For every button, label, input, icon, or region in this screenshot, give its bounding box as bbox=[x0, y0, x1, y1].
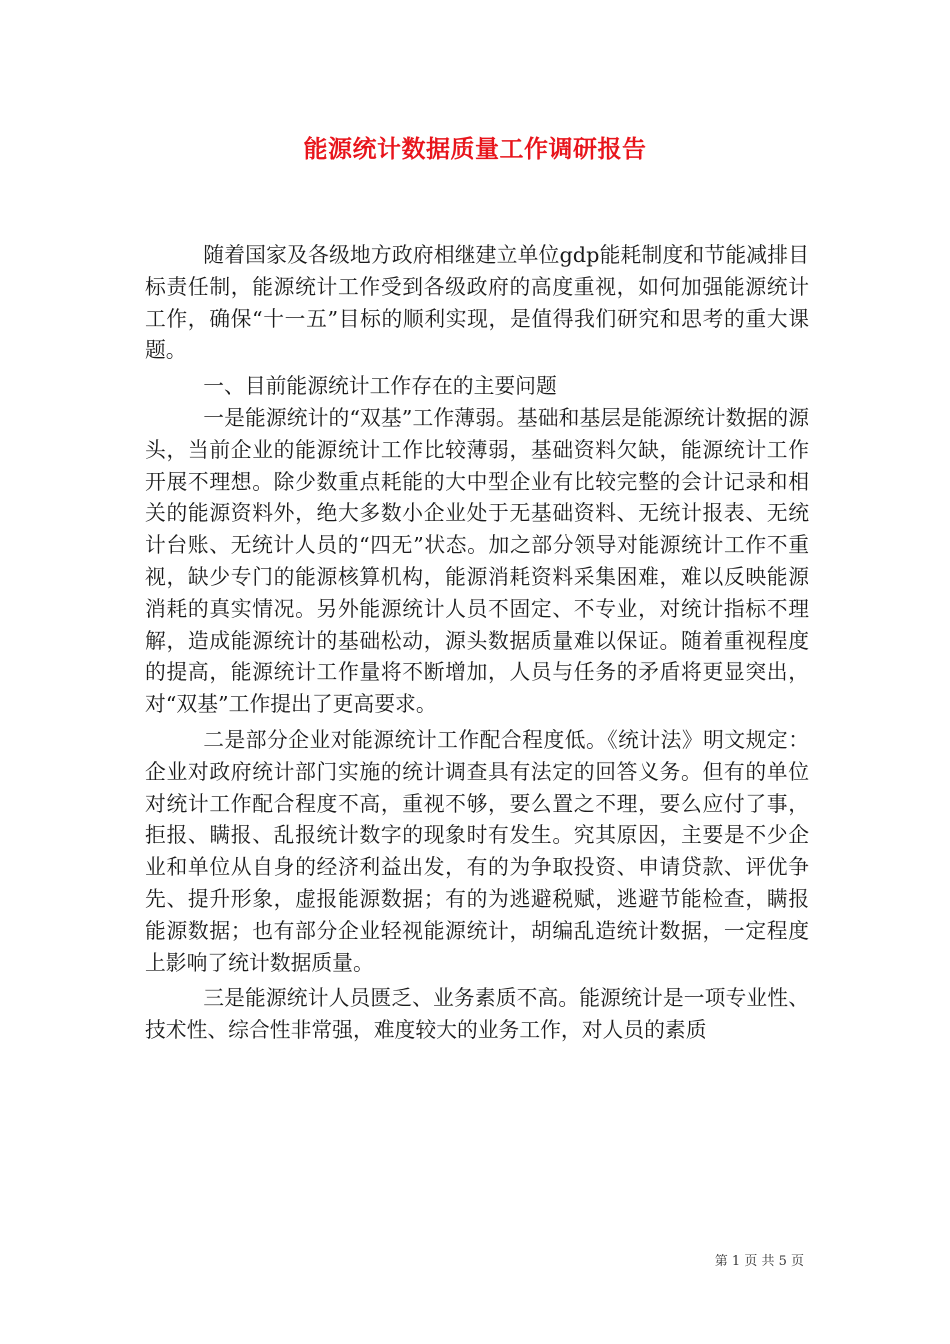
document-body bbox=[145, 240, 809, 1047]
section-heading-1: 一、目前能源统计工作存在的主要问题 bbox=[203, 374, 557, 399]
paragraph-issue-2: 二是部分企业对能源统计工作配合程度低。《统计法》明文规定：企业对政府统计部门实施的统计调查具有法定的回答义务。但有的单位对统计工作配合程度不高，重视不够，要么置之不理，要么应付了事，拒报、瞒报、乱报统计数字的现象时有发生。究其原因，主要是不少企业和单位从自身的经济利益出发，有的为争取投资、申请贷款、评优争先、提升形象，虚报能源数据；有的为逃避税赋，逃避节能检查，瞒报能源数据；也有部分企业轻视能源统计，胡编乱造统计数据，一定程度上影响了统计数据质量。 bbox=[145, 727, 809, 975]
paragraph-intro: 随着国家及各级地方政府相继建立单位gdp能耗制度和节能减排目标责任制，能源统计工作受到各级政府的高度重视，如何加强能源统计工作，确保“十一五”目标的顺利实现，是值得我们研究和思考的重大课题。 bbox=[145, 243, 809, 363]
paragraph-issue-1: 一是能源统计的“双基”工作薄弱。基础和基层是能源统计数据的源头，当前企业的能源统计工作比较薄弱，基础资料欠缺，能源统计工作开展不理想。除少数重点耗能的大中型企业有比较完整的会计记录和相关的能源资料外，绝大多数小企业处于无基础资料、无统计报表、无统计台账、无统计人员的“四无”状态。加之部分领导对能源统计工作不重视，缺少专门的能源核算机构，能源消耗资料采集困难，难以反映能源消耗的真实情况。另外能源统计人员不固定、不专业，对统计指标不理解，造成能源统计的基础松动，源头数据质量难以保证。随着重视程度的提高，能源统计工作量将不断增加，人员与任务的矛盾将更显突出，对“双基”工作提出了更高要求。 bbox=[145, 405, 809, 717]
document-title: 能源统计数据质量工作调研报告 bbox=[303, 134, 647, 163]
paragraph-issue-3: 三是能源统计人员匮乏、业务素质不高。能源统计是一项专业性、技术性、综合性非常强，难度较大的业务工作，对人员的素质 bbox=[145, 986, 809, 1043]
page-number: 第 1 页 共 5 页 bbox=[714, 1254, 804, 1269]
